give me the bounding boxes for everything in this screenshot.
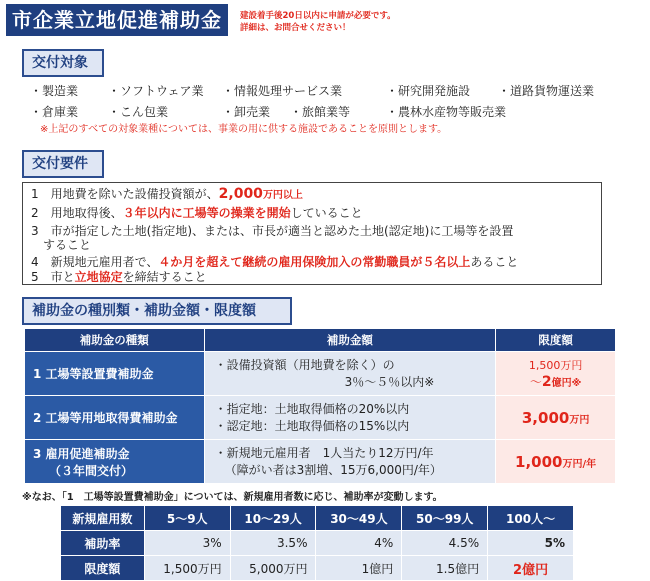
- limit-cell: 1億円: [316, 556, 402, 581]
- industry-item: ・倉庫業: [30, 105, 79, 119]
- rate-cell: 5%: [488, 531, 574, 556]
- column-header: 30～49人: [316, 506, 402, 531]
- requirements-box: [22, 182, 602, 285]
- industry-item: ・ソフトウェア業: [108, 84, 204, 98]
- limit-cell: 1.5億円: [402, 556, 488, 581]
- limit-cell: 2億円: [488, 556, 574, 581]
- column-header: 100人～: [488, 506, 574, 531]
- table-header-row: [25, 329, 616, 352]
- industry-item: ・道路貨物運送業: [498, 84, 595, 98]
- subsidy-amount: ・指定地：土地取得価格の20%以内 ・認定地：土地取得価格の15%以内: [204, 396, 496, 440]
- column-header: 50～99人: [402, 506, 488, 531]
- column-header: 補助金の種類: [25, 329, 205, 352]
- industry-item: ・研究開発施設: [386, 84, 471, 98]
- subsidy-table: [24, 328, 616, 484]
- table-row: [25, 440, 616, 484]
- subsidy-type: 3 雇用促進補助金 （３年間交付）: [25, 440, 205, 484]
- requirement-5: 5 市と立地協定を締結すること: [31, 270, 207, 284]
- subsidy-limit: 3,000万円: [496, 396, 616, 440]
- column-header: 新規雇用数: [61, 506, 145, 531]
- rate-cell: 3.5%: [230, 531, 316, 556]
- rate-table: [60, 505, 574, 581]
- row-header: 限度額: [61, 556, 145, 581]
- requirement-3-cont: すること: [43, 238, 92, 252]
- industry-item: ・こん包業: [108, 105, 169, 119]
- requirement-1: 1 用地費を除いた設備投資額が、2,000万円以上: [31, 186, 303, 202]
- limit-cell: 5,000万円: [230, 556, 316, 581]
- eligibility-note: ※上記のすべての対象業種については、事業の用に供する施設であることを原則とします。: [40, 124, 448, 135]
- subsidy-amount: ・設備投資額（用地費を除く）の 3％～５％以内※: [204, 352, 496, 396]
- requirement-3: 3 市が指定した土地(指定地)、または、市長が適当と認めた土地(認定地)に工場等を設置: [31, 224, 514, 238]
- rate-row: [61, 531, 574, 556]
- column-header: 限度額: [496, 329, 616, 352]
- subsidy-type: 2 工場等用地取得費補助金: [25, 396, 205, 440]
- rate-header-row: [61, 506, 574, 531]
- table-row: [25, 352, 616, 396]
- requirement-2: 2 用地取得後、３年以内に工場等の操業を開始していること: [31, 206, 363, 220]
- rate-footnote: ※なお、「1 工場等設置費補助金」については、新規雇用者数に応じ、補助率が変動します。: [22, 492, 443, 503]
- subsidy-amount: ・新規地元雇用者 1人当たり12万円/年 （障がい者は3割増、15万6,000円/年）: [204, 440, 496, 484]
- header-note-1: 建設着手後20日以内に申請が必要です。: [240, 11, 396, 21]
- column-header: 5～9人: [144, 506, 230, 531]
- section-subsidy-title: 補助金の種別類・補助金額・限度額: [22, 297, 292, 325]
- subsidy-limit: 1,000万円/年: [496, 440, 616, 484]
- industry-item: ・農林水産物等販売業: [386, 105, 507, 119]
- subsidy-type: 1 工場等設置費補助金: [25, 352, 205, 396]
- limit-cell: 1,500万円: [144, 556, 230, 581]
- header-note-2: 詳細は、お問合せください！: [240, 23, 351, 33]
- industry-item: ・卸売業: [222, 105, 271, 119]
- rate-cell: 3%: [144, 531, 230, 556]
- section-requirements-title: 交付要件: [22, 150, 104, 178]
- industry-item: ・製造業: [30, 84, 79, 98]
- table-row: [25, 396, 616, 440]
- column-header: 補助金額: [204, 329, 496, 352]
- row-header: 補助率: [61, 531, 145, 556]
- page-title: 市企業立地促進補助金: [6, 4, 228, 36]
- rate-cell: 4.5%: [402, 531, 488, 556]
- industry-item: ・情報処理サービス業: [222, 84, 343, 98]
- subsidy-limit: 1,500万円 ～2億円※: [496, 352, 616, 396]
- limit-row: [61, 556, 574, 581]
- section-eligibility-title: 交付対象: [22, 49, 104, 77]
- industry-item: ・旅館業等: [290, 105, 351, 119]
- rate-cell: 4%: [316, 531, 402, 556]
- requirement-4: 4 新規地元雇用者で、４か月を超えて継続の雇用保険加入の常勤職員が５名以上あること: [31, 255, 519, 269]
- column-header: 10～29人: [230, 506, 316, 531]
